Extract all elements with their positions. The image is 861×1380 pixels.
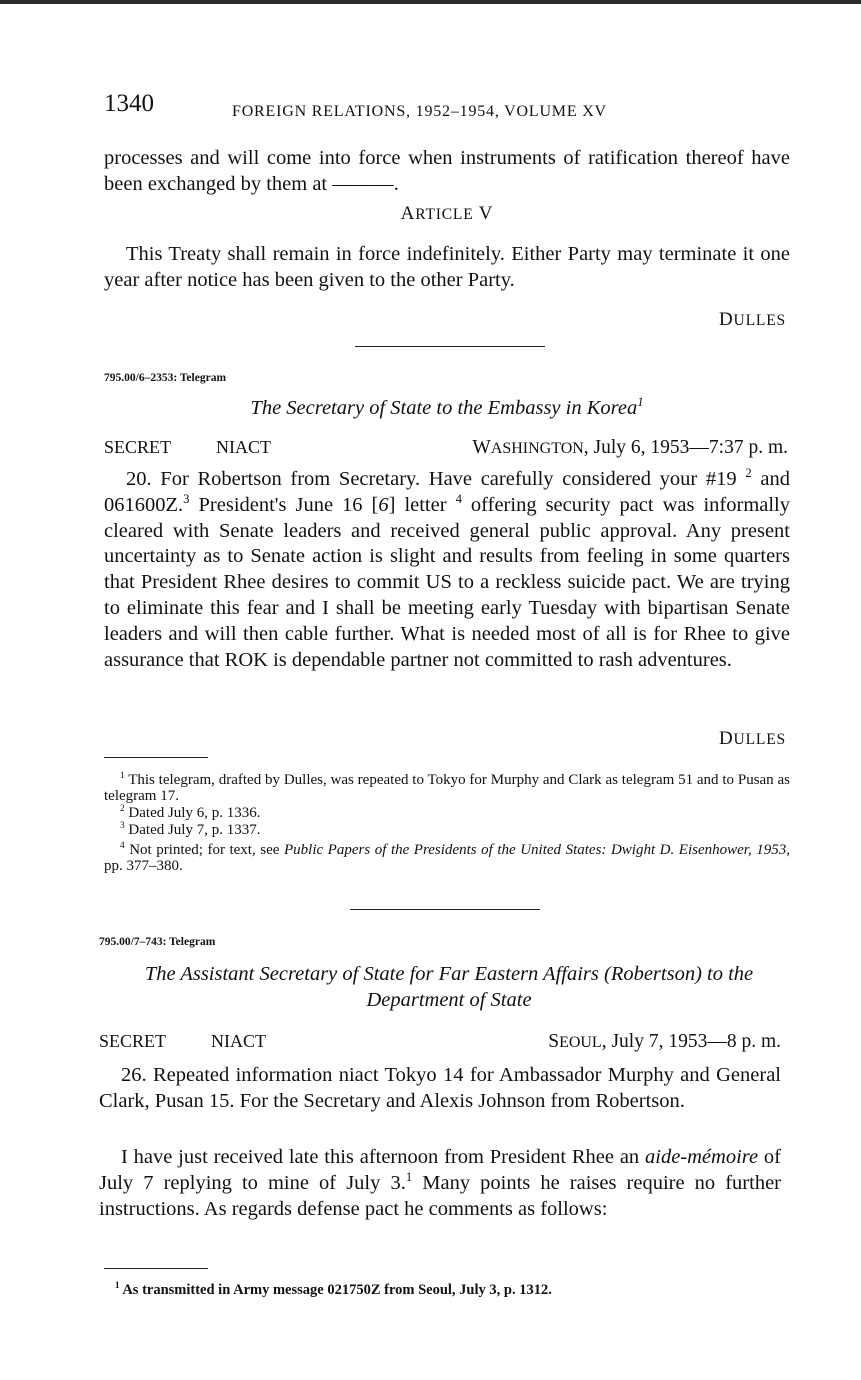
carryover-paragraph: processes and will come into force when instruments of ratification thereof have been exchanged by them at ———. bbox=[104, 147, 790, 195]
footnote-marker: 1 bbox=[637, 395, 644, 410]
footnote-rule bbox=[104, 757, 208, 758]
classification: SECRET bbox=[99, 1031, 167, 1051]
signature-dulles-2: DULLES bbox=[719, 728, 786, 749]
precedence: NIACT bbox=[211, 1031, 266, 1051]
file-reference-2: 795.00/7–743: Telegram bbox=[99, 936, 216, 948]
telegram-paragraph-1: 26. Repeated information niact Tokyo 14 for Ambassador Murphy and General Clark, Pusan 15. For the Secretary and Alexis Johnson from Robertson. bbox=[99, 1064, 781, 1112]
page-number: 1340 bbox=[104, 90, 154, 117]
article-text: This Treaty shall remain in force indefinitely. Either Party may terminate it one year after notice has been given to the other Party. bbox=[104, 243, 790, 291]
place-date: SEOUL, July 7, 1953—8 p. m. bbox=[548, 1031, 781, 1052]
scan-edge bbox=[0, 0, 861, 4]
telegram-body: 20. For Robertson from Secretary. Have carefully considered your #19 $^2$ and 061600Z.$^3$ President's June 16 [6] letter $^4$ offering security pact was informally cleared with Senate leaders and received general public approval. Any present uncertainty as to Senate action is slight and results from feeling in some quarters that President Rhee desires to commit US to a reckless suicide pact. We are trying to eliminate this fear and I shall be meeting early Tuesday with bipartisan Senate leaders and will then cable further. What is needed most of all is for Rhee to give assurance that ROK is dependable partner not committed to rash adventures. bbox=[104, 466, 790, 671]
article-heading: ARTICLE V bbox=[400, 203, 494, 224]
footnote-doc2-1: $^1$ As transmitted in Army message 021750Z from Seoul, July 3, p. 1312. bbox=[115, 1280, 552, 1298]
footnote-4: $^4$ Not printed; for text, see Public Papers of the Presidents of the United States: Dwight D. Eisenhower, 1953, pp. 377–380. bbox=[104, 841, 790, 874]
footnote-1: $^1$ This telegram, drafted by Dulles, was repeated to Tokyo for Murphy and Clark as telegram 51 and to Pusan as telegram 17. bbox=[104, 771, 790, 804]
file-reference: 795.00/6–2353: Telegram bbox=[104, 372, 227, 384]
place-date: WASHINGTON, July 6, 1953—7:37 p. m. bbox=[472, 437, 788, 458]
document-title: The Secretary of State to the Embassy in Korea$^1$ bbox=[250, 395, 644, 419]
precedence: NIACT bbox=[216, 437, 271, 457]
footnote-3: $^3$ Dated July 7, p. 1337. bbox=[120, 821, 261, 838]
section-divider bbox=[355, 346, 545, 347]
classification: SECRET bbox=[104, 437, 172, 457]
section-divider-2 bbox=[350, 909, 540, 910]
footnote-2: $^2$ Dated July 6, p. 1336. bbox=[120, 804, 261, 821]
signature-dulles-1: DULLES bbox=[719, 309, 786, 330]
telegram-paragraph-2: I have just received late this afternoon from President Rhee an aide-mémoire of July 7 replying to mine of July 3.$^1$ Many points he raises require no further instructions. As regards defense pact he comments as follows: bbox=[99, 1146, 781, 1220]
footnote-rule-2 bbox=[104, 1268, 208, 1269]
running-title: FOREIGN RELATIONS, 1952–1954, VOLUME XV bbox=[232, 103, 607, 120]
document-title-2: The Assistant Secretary of State for Far Eastern Affairs (Robertson) to the Department of State bbox=[144, 963, 754, 1011]
